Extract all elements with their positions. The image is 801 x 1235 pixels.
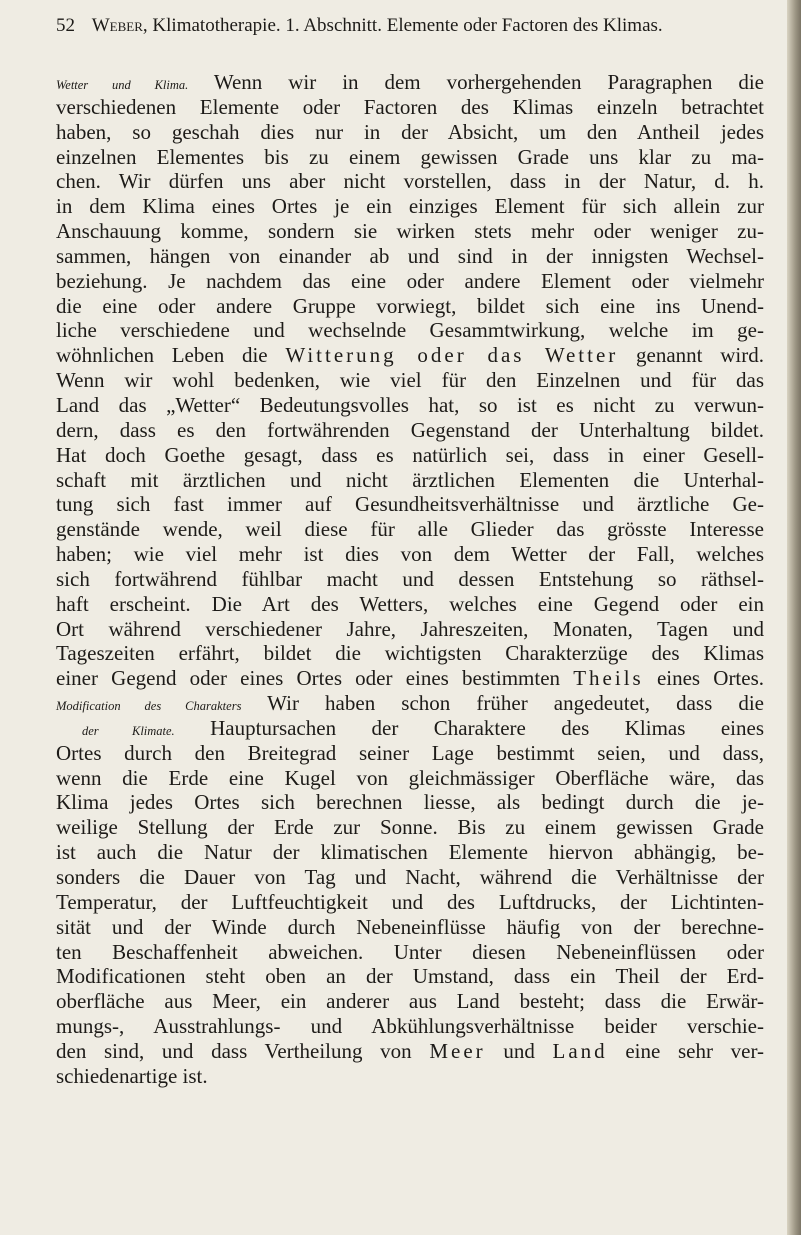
text-line: genstände wende, weil diese für alle Glieder das grösste Interesse: [56, 517, 764, 542]
margin-note-modification: Modification des Charakters: [56, 699, 242, 714]
text-line: schaft mit ärztlichen und nicht ärztlichen Elementen die Unterhal-: [56, 467, 764, 492]
text-line: sität und der Winde durch Nebeneinflüsse häufig von der berechne-: [56, 914, 764, 939]
text-line: weilige Stellung der Erde zur Sonne. Bis zu einem gewissen Grade: [56, 815, 764, 840]
text-line: haft erscheint. Die Art des Wetters, welches eine Gegend oder ein: [56, 591, 764, 616]
header-title: Klimatotherapie. 1. Abschnitt. Elemente oder Factoren des Klimas.: [152, 15, 663, 36]
text-line: dern, dass es den fortwährenden Gegenstand der Unterhaltung bildet.: [56, 417, 764, 442]
spaced-emphasis: Witterung oder das Wetter: [285, 343, 619, 368]
text-line: mungs-, Ausstrahlungs- und Abkühlungsverhältnisse beider verschie-: [56, 1014, 764, 1039]
text-line: haben, so geschah dies nur in der Absicht, um den Antheil jedes: [56, 119, 764, 144]
text-line: schiedenartige ist.: [56, 1063, 208, 1088]
text-line: sich fortwährend fühlbar macht und dessen Entstehung so räthsel-: [56, 566, 764, 591]
text-line: sammen, hängen von einander ab und sind in der innigsten Wechsel-: [56, 243, 764, 268]
text-line: wöhnlichen Leben die Witterung oder das Wetter genannt wird.: [56, 343, 764, 368]
text-line: tung sich fast immer auf Gesundheitsverhältnisse und ärztliche Ge-: [56, 492, 764, 517]
text-line: oberfläche aus Meer, ein anderer aus Land besteht; dass die Erwär-: [56, 989, 764, 1014]
text-line: sonders die Dauer von Tag und Nacht, während die Verhältnisse der: [56, 865, 764, 889]
spaced-emphasis: Theils: [573, 666, 644, 691]
margin-note-modification-cont: der Klimate.: [82, 723, 175, 738]
text-line: in dem Klima eines Ortes je ein einziges Element für sich allein zur: [56, 194, 764, 219]
page-number: 52: [56, 15, 75, 36]
text-line: beziehung. Je nachdem das eine oder andere Element oder vielmehr: [56, 268, 764, 293]
text-line: wenn die Erde eine Kugel von gleichmässiger Oberfläche wäre, das: [56, 765, 764, 790]
text-line: die eine oder andere Gruppe vorwiegt, bildet sich eine ins Unend-: [56, 293, 764, 318]
text-line: Hat doch Goethe gesagt, dass es natürlich sei, dass in einer Gesell-: [56, 442, 764, 467]
text-line: Ort während verschiedener Jahre, Jahreszeiten, Monaten, Tagen und: [56, 616, 764, 641]
text-line: Wenn wir wohl bedenken, wie viel für den Einzelnen und für das: [56, 368, 764, 393]
text-line: den sind, und dass Vertheilung von Meer und Land eine sehr ver-: [56, 1038, 765, 1063]
text-line: ten Beschaffenheit abweichen. Unter diesen Nebeneinflüssen oder: [56, 939, 764, 964]
running-header: [56, 14, 756, 38]
text-line: einer Gegend oder eines Ortes oder eines bestimmten Theils eines Ortes.: [56, 666, 765, 691]
text-line: der Klimate. Hauptursachen der Charaktere des Klimas eines: [56, 716, 764, 741]
text-line: liche verschiedene und wechselnde Gesammtwirkung, welche im ge-: [56, 318, 764, 343]
body-text: [56, 70, 764, 1089]
text-line: Wetter und Klima. Wenn wir in dem vorhergehenden Paragraphen die: [56, 70, 764, 94]
page-edge-shadow: [787, 0, 801, 1235]
text-line: Tageszeiten erfährt, bildet die wichtigsten Charakterzüge des Klimas: [56, 641, 764, 666]
margin-note-wetter-klima: Wetter und Klima.: [56, 78, 189, 92]
text-line: chen. Wir dürfen uns aber nicht vorstellen, dass in der Natur, d. h.: [56, 169, 764, 194]
text-line: Modificationen steht oben an der Umstand, dass ein Theil der Erd-: [56, 964, 764, 989]
header-author: Weber,: [91, 15, 148, 36]
text-line: ist auch die Natur der klimatischen Elemente hiervon abhängig, be-: [56, 840, 764, 865]
text-line: haben; wie viel mehr ist dies von dem Wetter der Fall, welches: [56, 542, 764, 567]
text-line: Ortes durch den Breitegrad seiner Lage bestimmt seien, und dass,: [56, 740, 764, 765]
text-line: Anschauung komme, sondern sie wirken stets mehr oder weniger zu-: [56, 219, 764, 244]
text-line: Temperatur, der Luftfeuchtigkeit und des Luftdrucks, der Lichtinten-: [56, 889, 764, 914]
text-line: Modification des Charakters Wir haben schon früher angedeutet, dass die: [56, 691, 764, 716]
text-line: verschiedenen Elemente oder Factoren des Klimas einzeln betrachtet: [56, 94, 764, 119]
spaced-emphasis: Meer: [429, 1038, 486, 1063]
text-line: einzelnen Elementes bis zu einem gewissen Grade uns klar zu ma-: [56, 144, 764, 169]
spaced-emphasis: Land: [552, 1038, 608, 1063]
text-line: Klima jedes Ortes sich berechnen liesse, als bedingt durch die je-: [56, 790, 764, 815]
text-line: Land das „Wetter“ Bedeutungsvolles hat, so ist es nicht zu verwun-: [56, 392, 764, 417]
